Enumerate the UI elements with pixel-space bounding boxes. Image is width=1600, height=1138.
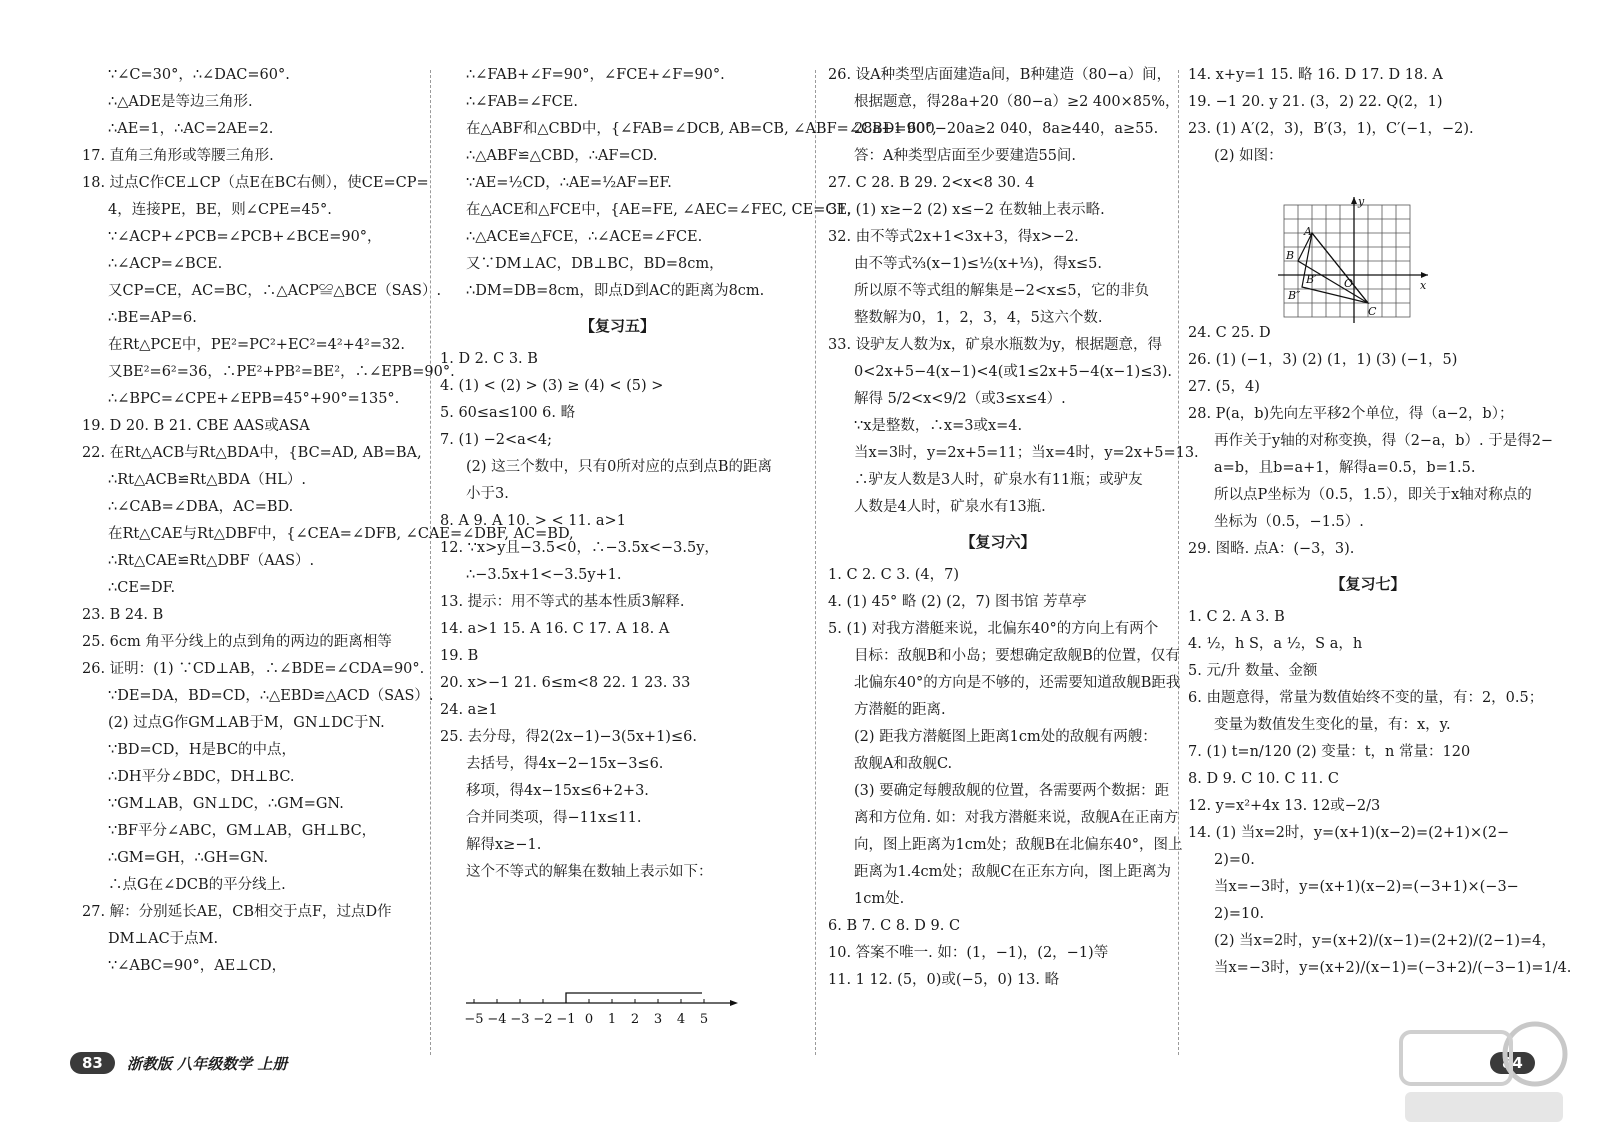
column-4-top — [1188, 62, 1548, 170]
text-line: 27. C 28. B 29. 2<x<8 30. 4 — [828, 175, 1035, 191]
text-line: 由不等式⅔(x−1)≤½(x+⅓)，得x≤5. — [854, 256, 1102, 272]
text-line: ∴GM=GH，∴GH=GN. — [108, 850, 269, 866]
column-3 — [828, 62, 1199, 994]
text-line: 28. P(a，b)先向左平移2个单位，得（a−2，b）； — [1188, 406, 1514, 422]
text-line: 整数解为0，1，2，3，4，5这六个数. — [854, 310, 1103, 326]
text-line: 在△ABF和△CBD中，{∠FAB=∠DCB, AB=CB, ∠ABF=∠CBD=90°, — [466, 121, 937, 137]
text-line: 向，图上距离为1cm处；敌舰B在北偏东40°，图上 — [854, 837, 1183, 853]
watermark-logo — [1395, 1018, 1570, 1130]
text-line: 8. D 9. C 10. C 11. C — [1188, 771, 1339, 787]
text-line: 5. 元/升 数量、金额 — [1188, 663, 1318, 679]
number-line-label: 3 — [653, 1012, 663, 1027]
text-line: 离和方位角. 如：对我方潜艇来说，敌舰A在正南方 — [854, 810, 1179, 826]
text-line: 2)=0. — [1214, 852, 1255, 868]
text-line: 变量为数值发生变化的量，有：x，y. — [1214, 717, 1451, 733]
text-line: 敌舰A和敌舰C. — [854, 756, 953, 772]
number-line-label: −5 — [464, 1012, 484, 1027]
text-line: ∴Rt△CAE≌Rt△DBF（AAS）. — [108, 553, 315, 569]
text-line: (2) 如图： — [1214, 148, 1283, 164]
text-line: 1. D 2. C 3. B — [440, 351, 538, 367]
text-line: 12. ∵x>y且−3.5<0，∴−3.5x<−3.5y， — [440, 540, 719, 556]
text-line: 4. (1) 45° 略 (2) (2，7) 图书馆 芳草亭 — [828, 594, 1087, 610]
text-line: ∴DH平分∠BDC，DH⊥BC. — [108, 769, 295, 785]
text-line: 23. B 24. B — [82, 607, 164, 623]
text-line: 5. (1) 对我方潜艇来说，北偏东40°的方向上有两个 — [828, 621, 1159, 637]
book-title: 浙教版 八年级数学 上册 — [126, 1054, 288, 1073]
text-line: 在Rt△CAE与Rt△DBF中，{∠CEA=∠DFB, ∠CAE=∠DBF, AC=BD, — [108, 526, 574, 542]
text-line: 当x=−3时，y=(x+2)/(x−1)=(−3+2)/(−3−1)=1/4. — [1214, 960, 1572, 976]
text-line: ∴驴友人数是3人时，矿泉水有11瓶；或驴友 — [854, 472, 1143, 488]
text-line: 22. 在Rt△ACB与Rt△BDA中，{BC=AD, AB=BA, — [82, 445, 422, 461]
text-line: 17. 直角三角形或等腰三角形. — [82, 148, 274, 164]
text-line: 当x=3时，y=2x+5=11；当x=4时，y=2x+5=13. — [854, 445, 1199, 461]
coordinate-grid-figure — [1278, 195, 1438, 325]
text-line: 5. 60≤a≤100 6. 略 — [440, 405, 576, 421]
text-line: 7. (1) t=n/120 (2) 变量：t，n 常量：120 — [1188, 744, 1471, 760]
text-line: 移项，得4x−15x≤6+2+3. — [466, 783, 649, 799]
grid-lines — [1284, 205, 1410, 317]
text-line: 又BE²=6²=36，∴PE²+PB²=BE²，∴∠EPB=90°. — [108, 364, 455, 380]
graph-point-b-prime: B′ — [1306, 273, 1317, 286]
text-line: ∵x是整数，∴x=3或x=4. — [854, 418, 1023, 434]
number-line-label: −2 — [533, 1012, 553, 1027]
text-line: 14. x+y=1 15. 略 16. D 17. D 18. A — [1188, 67, 1443, 83]
text-line: ∴∠BPC=∠CPE+∠EPB=45°+90°=135°. — [108, 391, 400, 407]
text-line: (2) 这三个数中，只有0所对应的点到点B的距离 — [466, 459, 773, 475]
text-line: 6. 由题意得，常量为数值始终不变的量，有：2，0.5； — [1188, 690, 1544, 706]
text-line: 19. D 20. B 21. CBE AAS或ASA — [82, 418, 310, 434]
text-line: 4. (1) < (2) > (3) ≥ (4) < (5) > — [440, 378, 664, 394]
text-line: 根据题意，得28a+20（80−a）≥2 400×85%， — [854, 94, 1180, 110]
number-line-label: −3 — [510, 1012, 530, 1027]
text-line: 2)=10. — [1214, 906, 1265, 922]
text-line: 距离为1.4cm处；敌舰C在正东方向，图上距离为 — [854, 864, 1172, 880]
text-line: ∴BE=AP=6. — [108, 310, 197, 326]
text-line: 这个不等式的解集在数轴上表示如下： — [466, 864, 713, 880]
text-line: 28a+1 600−20a≥2 040，8a≥440，a≥55. — [854, 121, 1159, 137]
text-line: 又CP=CE，AC=BC，∴△ACP≌△BCE（SAS）. — [108, 283, 442, 299]
text-line: 29. 图略. 点A：(−3，3). — [1188, 541, 1355, 557]
text-line: ∵BF平分∠ABC，GM⊥AB，GH⊥BC， — [108, 823, 377, 839]
text-line: 26. (1) (−1，3) (2) (1，1) (3) (−1，5) — [1188, 352, 1458, 368]
text-line: ∴△ABF≌△CBD，∴AF=CD. — [466, 148, 658, 164]
section-heading: 【复习五】 — [579, 317, 655, 335]
text-line: ∵∠ABC=90°，AE⊥CD， — [108, 958, 287, 974]
text-line: 解得x≥−1. — [466, 837, 542, 853]
text-line: 6. B 7. C 8. D 9. C — [828, 918, 961, 934]
text-line: 又∵DM⊥AC，DB⊥BC，BD=8cm， — [466, 256, 724, 272]
text-line: ∴∠CAB=∠DBA，AC=BD. — [108, 499, 294, 515]
text-line: 4. ½，h S，a ½，S a，h — [1188, 636, 1363, 652]
text-line: ∴∠ACP=∠BCE. — [108, 256, 223, 272]
text-line: 24. a≥1 — [440, 702, 498, 718]
text-line: 32. 由不等式2x+1<3x+3，得x>−2. — [828, 229, 1079, 245]
text-line: 25. 去分母，得2(2x−1)−3(5x+1)≤6. — [440, 729, 697, 745]
graph-point-b: B — [1286, 249, 1295, 262]
text-line: 去括号，得4x−2−15x−3≤6. — [466, 756, 664, 772]
text-line: (2) 过点G作GM⊥AB于M，GN⊥DC于N. — [108, 715, 385, 731]
text-line: ∵∠ACP+∠PCB=∠PCB+∠BCE=90°， — [108, 229, 382, 245]
section-heading: 【复习六】 — [960, 533, 1036, 551]
text-line: 24. C 25. D — [1188, 325, 1271, 341]
number-line-label: 4 — [676, 1012, 686, 1027]
text-line: DM⊥AC于点M. — [108, 931, 219, 947]
text-line: 方潜艇的距离. — [854, 702, 946, 718]
graph-x-label: x — [1420, 279, 1427, 292]
text-line: (3) 要确定每艘敌舰的位置，各需要两个数据：距 — [854, 783, 1170, 799]
text-line: 北偏东40°的方向是不够的，还需要知道敌舰B距我 — [854, 675, 1181, 691]
graph-point-o: O — [1344, 277, 1354, 290]
text-line: 当x=−3时，y=(x+1)(x−2)=(−3+1)×(−3− — [1214, 879, 1519, 895]
text-line: ∴Rt△ACB≌Rt△BDA（HL）. — [108, 472, 307, 488]
text-line: 12. y=x²+4x 13. 12或−2/3 — [1188, 798, 1381, 814]
column-4-bottom — [1188, 320, 1572, 982]
number-line-label: 0 — [584, 1012, 594, 1027]
text-line: 27. 解：分别延长AE，CB相交于点F，过点D作 — [82, 904, 392, 920]
number-line-label: 1 — [607, 1012, 617, 1027]
text-line: 23. (1) A′(2，3)，B′(3，1)，C′(−1，−2). — [1188, 121, 1474, 137]
text-line: 1. C 2. A 3. B — [1188, 609, 1285, 625]
text-line: 坐标为（0.5，−1.5）. — [1214, 514, 1364, 530]
text-line: 31. (1) x≥−2 (2) x≤−2 在数轴上表示略. — [828, 202, 1105, 218]
text-line: 合并同类项，得−11x≤11. — [466, 810, 642, 826]
text-line: a=b，且b=a+1，解得a=0.5，b=1.5. — [1214, 460, 1476, 476]
text-line: ∴△ADE是等边三角形. — [108, 94, 253, 110]
text-line: 10. 答案不唯一. 如：(1，−1)，(2，−1)等 — [828, 945, 1109, 961]
footer-left — [70, 1052, 287, 1074]
text-line: ∵∠C=30°，∴∠DAC=60°. — [108, 67, 290, 83]
text-line: 33. 设驴友人数为x，矿泉水瓶数为y，根据题意，得 — [828, 337, 1163, 353]
text-line: 19. B — [440, 648, 479, 664]
text-line: 11. 1 12. (5，0)或(−5，0) 13. 略 — [828, 972, 1060, 988]
text-line: ∴△ACE≌△FCE，∴∠ACE=∠FCE. — [466, 229, 703, 245]
text-line: 人数是4人时，矿泉水有13瓶. — [854, 499, 1046, 515]
text-line: 答：A种类型店面至少要建造55间. — [854, 148, 1077, 164]
text-line: 再作关于y轴的对称变换，得（2−a，b）. 于是得2− — [1214, 433, 1554, 449]
graph-y-label: y — [1358, 195, 1365, 208]
text-line: ∵BD=CD，H是BC的中点， — [108, 742, 297, 758]
text-line: ∵DE=DA，BD=CD，∴△EBD≌△ACD（SAS）. — [108, 688, 434, 704]
number-line-label: 5 — [699, 1012, 709, 1027]
text-line: ∴∠FAB=∠FCE. — [466, 94, 578, 110]
text-line: (2) 当x=2时，y=(x+2)/(x−1)=(2+2)/(2−1)=4， — [1214, 933, 1556, 949]
text-line: 25. 6cm 角平分线上的点到角的两边的距离相等 — [82, 634, 392, 650]
text-line: 0<2x+5−4(x−1)<4(或1≤2x+5−4(x−1)≤3). — [854, 364, 1172, 380]
section-heading: 【复习七】 — [1330, 575, 1406, 593]
text-line: 在Rt△PCE中，PE²=PC²+EC²=4²+4²=32. — [108, 337, 406, 353]
text-line: 目标：敌舰B和小岛；要想确定敌舰B的位置，仅有 — [854, 648, 1180, 664]
text-line: 14. (1) 当x=2时，y=(x+1)(x−2)=(2+1)×(2− — [1188, 825, 1510, 841]
page-number-left: 83 — [70, 1052, 115, 1074]
text-line: 26. 证明：(1) ∵CD⊥AB，∴∠BDE=∠CDA=90°. — [82, 661, 425, 677]
text-line: 27. (5，4) — [1188, 379, 1260, 395]
text-line: ∵AE=½CD，∴AE=½AF=EF. — [466, 175, 672, 191]
number-line — [462, 985, 742, 1033]
text-line: (2) 距我方潜艇图上距离1cm处的敌舰有两艘： — [854, 729, 1157, 745]
text-line: 解得 5/2<x<9/2（或3≤x≤4）. — [854, 391, 1066, 407]
number-line-label: 2 — [630, 1012, 640, 1027]
text-line: ∴点G在∠DCB的平分线上. — [108, 877, 286, 893]
text-line: 在△ACE和△FCE中，{AE=FE, ∠AEC=∠FEC, CE=CE, — [466, 202, 852, 218]
text-line: ∴AE=1，∴AC=2AE=2. — [108, 121, 274, 137]
text-line: 13. 提示：用不等式的基本性质3解释. — [440, 594, 685, 610]
text-line: ∴∠FAB+∠F=90°，∠FCE+∠F=90°. — [466, 67, 725, 83]
text-line: 14. a>1 15. A 16. C 17. A 18. A — [440, 621, 670, 637]
text-line: 20. x>−1 21. 6≤m<8 22. 1 23. 33 — [440, 675, 691, 691]
axes — [1278, 197, 1428, 323]
text-line: 所以原不等式组的解集是−2<x≤5，它的非负 — [854, 283, 1150, 299]
graph-point-a: A — [1304, 225, 1312, 238]
text-line: 1cm处. — [854, 891, 905, 907]
text-line: ∴DM=DB=8cm，即点D到AC的距离为8cm. — [466, 283, 765, 299]
number-line-label: −1 — [556, 1012, 576, 1027]
text-line: 所以点P坐标为（0.5，1.5），即关于x轴对称点的 — [1214, 487, 1532, 503]
triangles — [1298, 233, 1368, 303]
text-line: 19. −1 20. y 21. (3，2) 22. Q(2，1) — [1188, 94, 1443, 110]
number-line-label: −4 — [487, 1012, 507, 1027]
text-line: ∴CE=DF. — [108, 580, 176, 596]
text-line: ∵GM⊥AB，GN⊥DC，∴GM=GN. — [108, 796, 344, 812]
graph-point-b-double-prime: B″ — [1288, 289, 1301, 302]
text-line: 18. 过点C作CE⊥CP（点E在BC右侧），使CE=CP= — [82, 175, 429, 191]
text-line: 7. (1) −2<a<4; — [440, 432, 553, 448]
text-line: 8. A 9. A 10. > < 11. a>1 — [440, 513, 626, 529]
text-line: 4，连接PE，BE，则∠CPE=45°. — [108, 202, 332, 218]
text-line: 小于3. — [466, 486, 509, 502]
text-line: ∴−3.5x+1<−3.5y+1. — [466, 567, 622, 583]
graph-point-c: C — [1368, 305, 1377, 318]
text-line: 26. 设A种类型店面建造a间，B种建造（80−a）间， — [828, 67, 1172, 83]
page-number-right: 84 — [1490, 1052, 1535, 1074]
text-line: 1. C 2. C 3. (4，7) — [828, 567, 960, 583]
